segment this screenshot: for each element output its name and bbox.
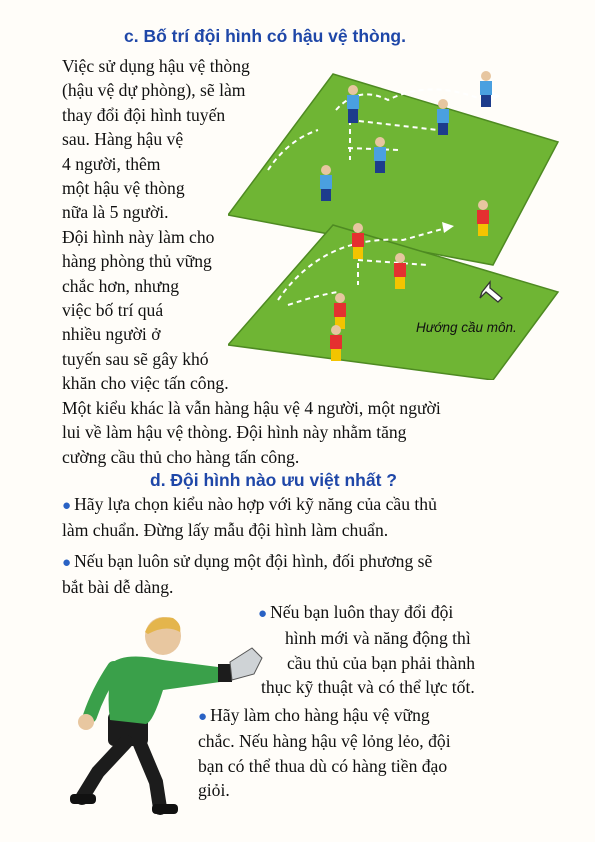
- field-bottom: [228, 225, 558, 380]
- player-icon: [320, 165, 332, 201]
- bullet-4: [198, 703, 451, 803]
- list-item: ● Nếu bạn luôn thay đổi đội: [258, 602, 454, 622]
- section-d-heading: d. Đội hình nào ưu việt nhất ?: [150, 470, 397, 490]
- goal-direction-caption: Hướng cầu môn.: [416, 320, 517, 335]
- list-item: ● Hãy lựa chọn kiểu nào hợp với kỹ năng của cầu thủ: [62, 494, 437, 514]
- text-line: chắc hơn, nhưng: [62, 275, 180, 296]
- field-top: [228, 74, 558, 265]
- text-line: cường cầu thủ cho hàng tấn công.: [62, 446, 300, 467]
- list-item: bắt bài dễ dàng.: [62, 577, 174, 598]
- player-icon: [477, 200, 489, 236]
- list-item: ● Nếu bạn luôn sử dụng một đội hình, đối phương sẽ: [62, 550, 433, 571]
- text-line: việc bố trí quá: [62, 300, 164, 321]
- player-icon: [334, 293, 346, 329]
- player-icon: [352, 223, 364, 259]
- text-line: sau. Hàng hậu vệ: [62, 129, 184, 150]
- text-line: tuyến sau sẽ gây khó: [62, 348, 209, 369]
- list-item: bạn có thể thua dù có hàng tiền đạo: [198, 755, 448, 776]
- text-line: (hậu vệ dự phòng), sẽ làm: [62, 80, 246, 101]
- text-line: Một kiểu khác là vẫn hàng hậu vệ 4 người, một người: [62, 397, 441, 418]
- text-line: một hậu vệ thòng: [62, 178, 185, 199]
- list-item: giỏi.: [198, 780, 230, 801]
- list-item: chắc. Nếu hàng hậu vệ lỏng lẻo, đội: [198, 731, 451, 752]
- list-item: hình mới và năng động thì: [285, 628, 471, 649]
- bullet-3: [258, 600, 475, 700]
- text-line: Đội hình này làm cho: [62, 226, 215, 247]
- section-c-heading: c. Bố trí đội hình có hậu vệ thòng.: [124, 26, 406, 46]
- player-icon: [347, 85, 359, 123]
- text-line: nhiều người ở: [62, 324, 161, 345]
- bullet-list: [62, 492, 437, 600]
- list-item: thục kỹ thuật và có thể lực tốt.: [261, 677, 475, 698]
- list-item: ● Hãy làm cho hàng hậu vệ vững: [198, 705, 430, 725]
- player-icon: [394, 253, 406, 289]
- dot-icon: ●: [62, 554, 72, 571]
- list-item: làm chuẩn. Đừng lấy mẫu đội hình làm chuẩn.: [62, 520, 389, 541]
- dot-icon: ●: [258, 606, 268, 622]
- player-icon: [374, 137, 386, 173]
- text-line: 4 người, thêm: [62, 153, 161, 174]
- text-line: nữa là 5 người.: [62, 202, 169, 223]
- player-icon: [480, 71, 492, 107]
- text-line: khăn cho việc tấn công.: [62, 373, 229, 394]
- dot-icon: ●: [198, 709, 208, 725]
- player-icon: [437, 99, 449, 135]
- text-line: lui về làm hậu vệ thòng. Đội hình này nhằm tăng: [62, 422, 407, 443]
- text-line: thay đổi đội hình tuyến: [62, 104, 226, 125]
- dot-icon: ●: [62, 498, 72, 514]
- player-icon: [330, 325, 342, 361]
- list-item: cầu thủ của bạn phải thành: [287, 652, 476, 673]
- text-line: Việc sử dụng hậu vệ thòng: [62, 56, 250, 76]
- text-line: hàng phòng thủ vững: [62, 251, 212, 272]
